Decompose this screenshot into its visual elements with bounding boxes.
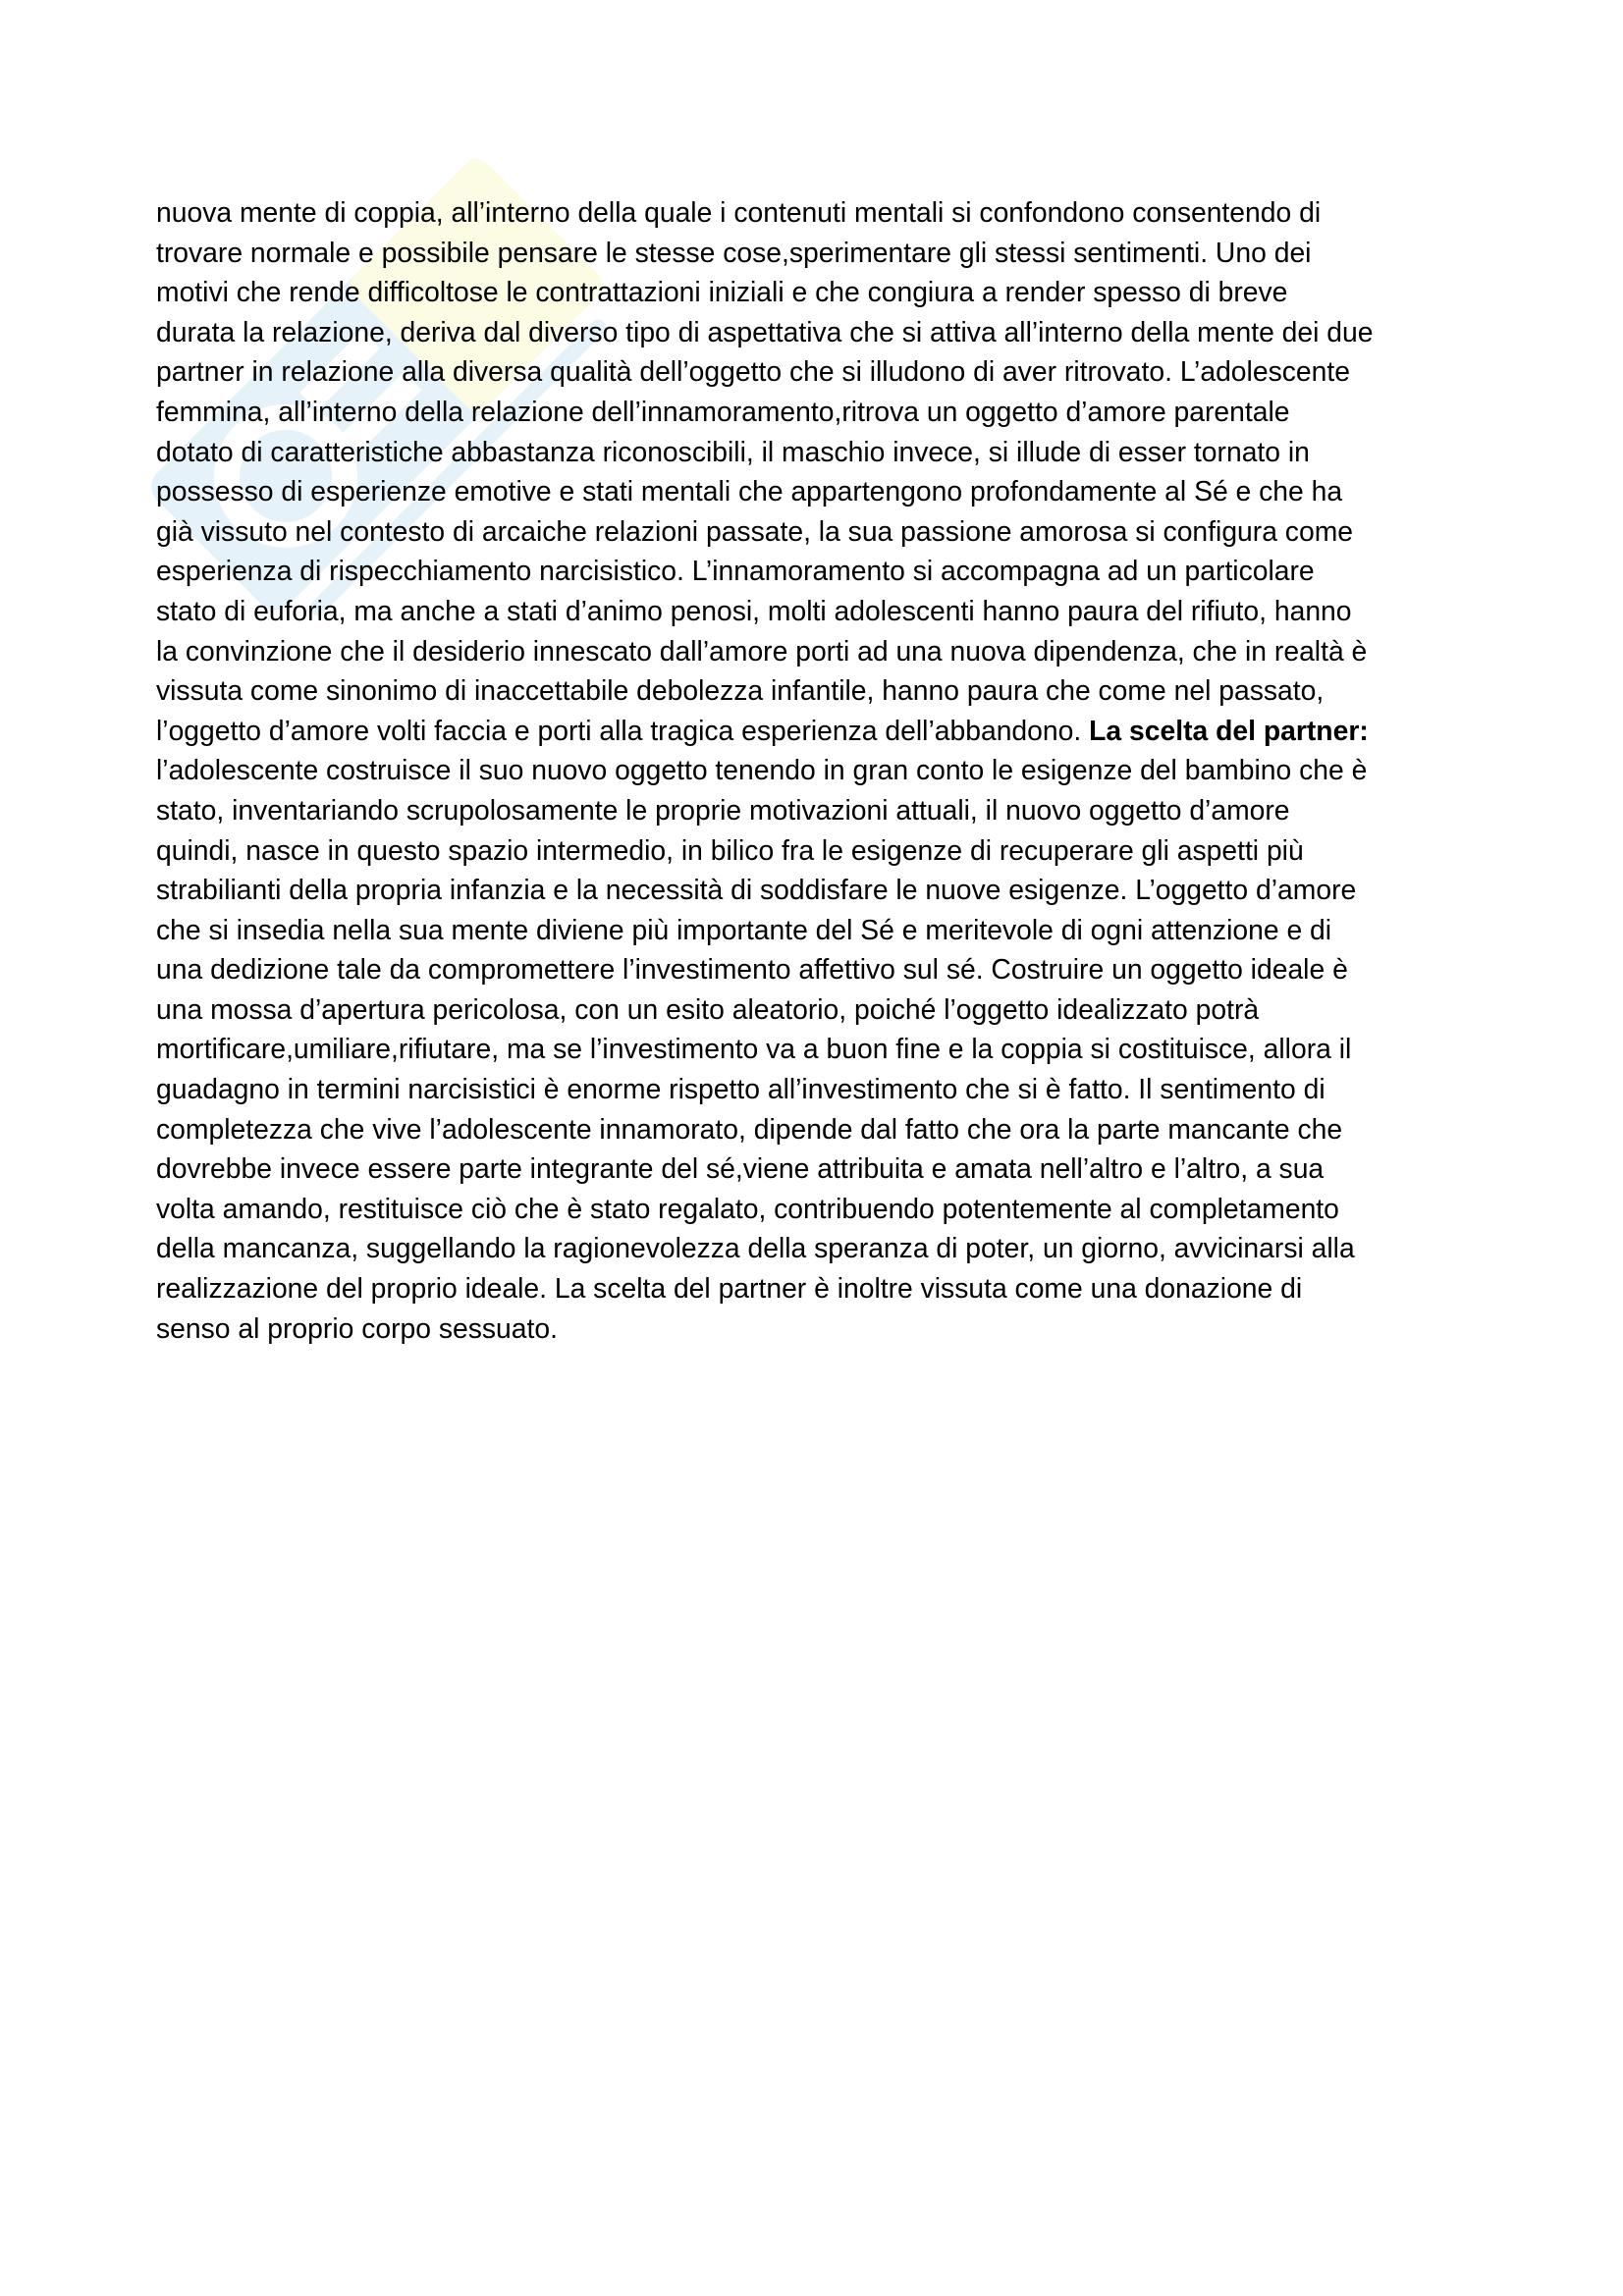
text-line-with-heading xyxy=(156,711,1486,751)
section-heading-inline: La scelta del partner: xyxy=(1089,714,1369,746)
text-line: della mancanza, suggellando la ragionevolezza della speranza di poter, un giorno, avvicinarsi alla xyxy=(156,1232,1355,1264)
text-line: mortificare,umiliare,rifiutare, ma se l’investimento va a buon fine e la coppia si costituisce, allora il xyxy=(156,1033,1352,1065)
text-line: femmina, all’interno della relazione dell’innamoramento,ritrova un oggetto d’amore parentale xyxy=(156,395,1290,427)
text-line: partner in relazione alla diversa qualità dell’oggetto che si illudono di aver ritrovato. L’adolescente xyxy=(156,355,1350,388)
text-line-segment: l’oggetto d’amore volti faccia e porti alla tragica esperienza dell’abbandono. xyxy=(156,714,1090,746)
text-line: trovare normale e possibile pensare le stesse cose,sperimentare gli stessi sentimenti. Uno dei xyxy=(156,236,1312,268)
text-line: quindi, nasce in questo spazio intermedio, in bilico fra le esigenze di recuperare gli aspetti più xyxy=(156,833,1304,866)
text-line: l’adolescente costruisce il suo nuovo oggetto tenendo in gran conto le esigenze del bambino che è xyxy=(156,754,1368,786)
text-line: una dedizione tale da compromettere l’investimento affettivo sul sé. Costruire un oggetto ideale è xyxy=(156,953,1348,986)
text-line: volta amando, restituisce ciò che è stato regalato, contribuendo potentemente al completamento xyxy=(156,1192,1339,1224)
text-line: durata la relazione, deriva dal diverso tipo di aspettativa che si attiva all’interno della mente dei due xyxy=(156,315,1374,347)
text-line: dovrebbe invece essere parte integrante del sé,viene attribuita e amata nell’altro e l’altro, a sua xyxy=(156,1152,1325,1185)
text-line: esperienza di rispecchiamento narcisistico. L’innamoramento si accompagna ad un particolare xyxy=(156,555,1315,587)
text-line: vissuta come sinonimo di inaccettabile debolezza infantile, hanno paura che come nel passato, xyxy=(156,674,1325,707)
text-line: stato, inventariando scrupolosamente le proprie motivazioni attuali, il nuovo oggetto d’amore xyxy=(156,793,1290,826)
text-line: la convinzione che il desiderio innescato dall’amore porti ad una nuova dipendenza, che in realtà è xyxy=(156,634,1368,667)
body-paragraph xyxy=(156,192,1486,1348)
text-line: dotato di caratteristiche abbastanza riconoscibili, il maschio invece, si illude di esser tornato in xyxy=(156,435,1310,467)
text-line: stato di euforia, ma anche a stati d’animo penosi, molti adolescenti hanno paura del rifiuto, hanno xyxy=(156,594,1352,626)
text-line: motivi che rende difficoltose le contrattazioni iniziali e che congiura a render spesso di breve xyxy=(156,276,1288,308)
text-line: nuova mente di coppia, all’interno della quale i contenuti mentali si confondono consentendo di xyxy=(156,196,1322,228)
text-line: già vissuto nel contesto di arcaiche relazioni passate, la sua passione amorosa si configura come xyxy=(156,514,1354,547)
text-line: completezza che vive l’adolescente innamorato, dipende dal fatto che ora la parte mancante che xyxy=(156,1112,1343,1145)
text-line: una mossa d’apertura pericolosa, con un esito aleatorio, poiché l’oggetto idealizzato potrà xyxy=(156,992,1260,1025)
text-line: realizzazione del proprio ideale. La scelta del partner è inoltre vissuta come una donazione di xyxy=(156,1272,1303,1305)
text-line: che si insedia nella sua mente diviene più importante del Sé e meritevole di ogni attenzione e di xyxy=(156,913,1332,945)
text-line: possesso di esperienze emotive e stati mentali che appartengono profondamente al Sé e che ha xyxy=(156,475,1343,507)
text-line: senso al proprio corpo sessuato. xyxy=(156,1311,558,1344)
text-line: strabilianti della propria infanzia e la necessità di soddisfare le nuove esigenze. L’oggetto d’amore xyxy=(156,874,1357,906)
text-line: guadagno in termini narcisistici è enorme rispetto all’investimento che si è fatto. Il sentimento di xyxy=(156,1073,1325,1105)
